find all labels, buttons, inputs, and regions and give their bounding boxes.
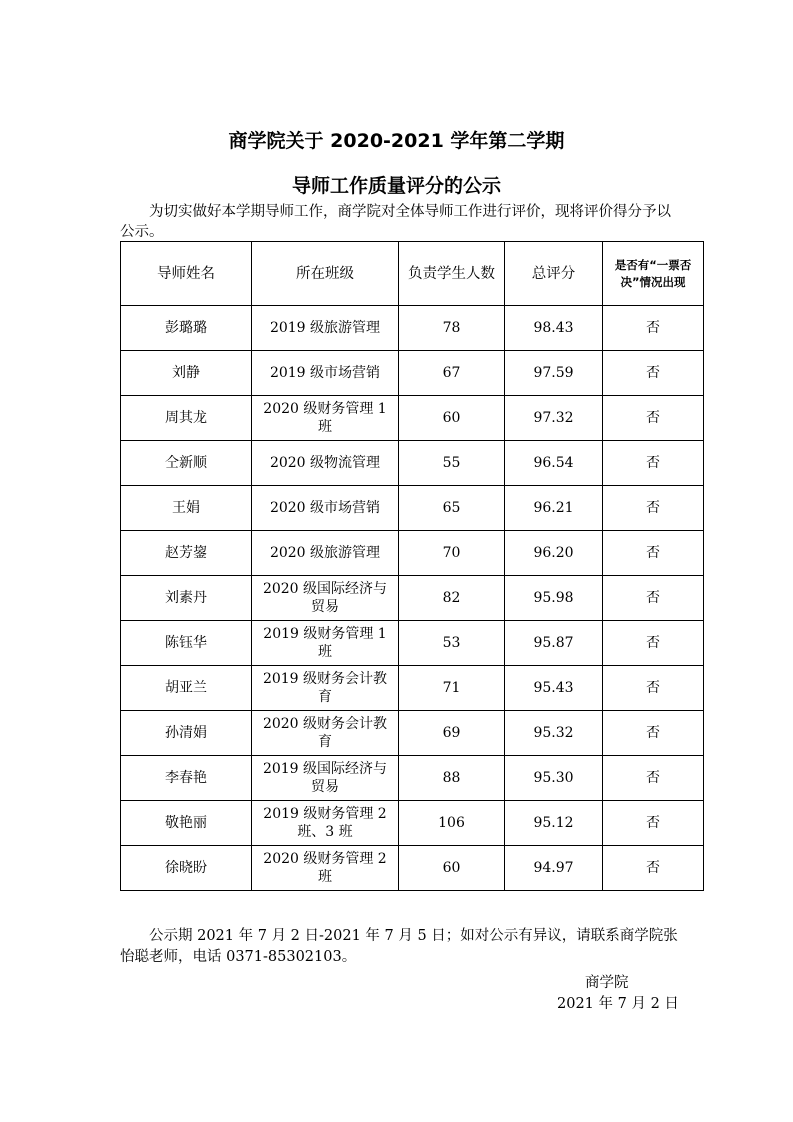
cell-veto: 否: [603, 351, 704, 396]
table-header-row: [121, 242, 704, 306]
cell-veto: 否: [603, 711, 704, 756]
document-title-line1: 商学院关于 2020-2021 学年第二学期: [228, 130, 565, 152]
cell-score: 98.43: [505, 306, 603, 351]
cell-students: 53: [399, 621, 505, 666]
table-row: [121, 846, 704, 891]
table-row: [121, 801, 704, 846]
cell-name: 李春艳: [121, 756, 252, 801]
header-students: 负责学生人数: [399, 242, 505, 306]
cell-class: 2020 级市场营销: [252, 486, 399, 531]
cell-score: 95.32: [505, 711, 603, 756]
cell-class: 2019 级财务管理 1 班: [252, 621, 399, 666]
cell-students: 69: [399, 711, 505, 756]
cell-class: 2019 级市场营销: [252, 351, 399, 396]
cell-class: 2020 级财务管理 2 班: [252, 846, 399, 891]
cell-class: 2019 级财务管理 2 班、3 班: [252, 801, 399, 846]
cell-students: 78: [399, 306, 505, 351]
cell-veto: 否: [603, 576, 704, 621]
cell-name: 彭璐璐: [121, 306, 252, 351]
cell-score: 95.98: [505, 576, 603, 621]
cell-score: 96.54: [505, 441, 603, 486]
cell-name: 陈钰华: [121, 621, 252, 666]
table-row: [121, 306, 704, 351]
cell-name: 胡亚兰: [121, 666, 252, 711]
signature-date: 2021 年 7 月 2 日: [557, 996, 679, 1012]
cell-name: 刘素丹: [121, 576, 252, 621]
cell-name: 周其龙: [121, 396, 252, 441]
intro-paragraph: 为切实做好本学期导师工作，商学院对全体导师工作进行评价，现将评价得分予以公示。: [120, 204, 671, 240]
cell-class: 2020 级旅游管理: [252, 531, 399, 576]
cell-score: 95.30: [505, 756, 603, 801]
cell-students: 82: [399, 576, 505, 621]
header-name: 导师姓名: [121, 242, 252, 306]
cell-veto: 否: [603, 441, 704, 486]
cell-name: 王娟: [121, 486, 252, 531]
cell-veto: 否: [603, 486, 704, 531]
cell-score: 96.21: [505, 486, 603, 531]
cell-score: 95.43: [505, 666, 603, 711]
cell-class: 2020 级财务会计教育: [252, 711, 399, 756]
cell-class: 2019 级财务会计教育: [252, 666, 399, 711]
score-table: [120, 241, 704, 891]
cell-class: 2019 级国际经济与贸易: [252, 756, 399, 801]
cell-students: 71: [399, 666, 505, 711]
signer: 商学院: [585, 975, 629, 991]
cell-name: 刘静: [121, 351, 252, 396]
table-row: [121, 576, 704, 621]
cell-score: 97.32: [505, 396, 603, 441]
cell-students: 55: [399, 441, 505, 486]
cell-veto: 否: [603, 531, 704, 576]
cell-students: 67: [399, 351, 505, 396]
header-veto: 是否有“一票否决”情况出现: [603, 242, 704, 306]
footer-paragraph: 公示期 2021 年 7 月 2 日-2021 年 7 月 5 日；如对公示有异议，请联系商学院张怡聪老师，电话 0371-85302103。: [120, 928, 678, 965]
cell-class: 2019 级旅游管理: [252, 306, 399, 351]
cell-score: 95.87: [505, 621, 603, 666]
table-row: [121, 396, 704, 441]
table-row: [121, 666, 704, 711]
cell-veto: 否: [603, 846, 704, 891]
cell-veto: 否: [603, 801, 704, 846]
header-score: 总评分: [505, 242, 603, 306]
table-row: [121, 441, 704, 486]
cell-score: 95.12: [505, 801, 603, 846]
table-row: [121, 621, 704, 666]
cell-students: 60: [399, 846, 505, 891]
cell-veto: 否: [603, 666, 704, 711]
cell-veto: 否: [603, 621, 704, 666]
document-title-line2: 导师工作质量评分的公示: [291, 175, 501, 197]
cell-students: 106: [399, 801, 505, 846]
cell-score: 96.20: [505, 531, 603, 576]
cell-name: 孙清娟: [121, 711, 252, 756]
table-body: [121, 306, 704, 891]
cell-veto: 否: [603, 756, 704, 801]
header-class: 所在班级: [252, 242, 399, 306]
cell-class: 2020 级财务管理 1 班: [252, 396, 399, 441]
cell-name: 仝新顺: [121, 441, 252, 486]
cell-score: 94.97: [505, 846, 603, 891]
cell-class: 2020 级国际经济与贸易: [252, 576, 399, 621]
cell-veto: 否: [603, 396, 704, 441]
cell-students: 60: [399, 396, 505, 441]
cell-name: 徐晓盼: [121, 846, 252, 891]
table-row: [121, 351, 704, 396]
table-row: [121, 486, 704, 531]
cell-name: 敬艳丽: [121, 801, 252, 846]
cell-veto: 否: [603, 306, 704, 351]
cell-name: 赵芳鋆: [121, 531, 252, 576]
cell-score: 97.59: [505, 351, 603, 396]
cell-students: 65: [399, 486, 505, 531]
cell-students: 88: [399, 756, 505, 801]
table-row: [121, 756, 704, 801]
table-row: [121, 711, 704, 756]
cell-students: 70: [399, 531, 505, 576]
table-row: [121, 531, 704, 576]
cell-class: 2020 级物流管理: [252, 441, 399, 486]
